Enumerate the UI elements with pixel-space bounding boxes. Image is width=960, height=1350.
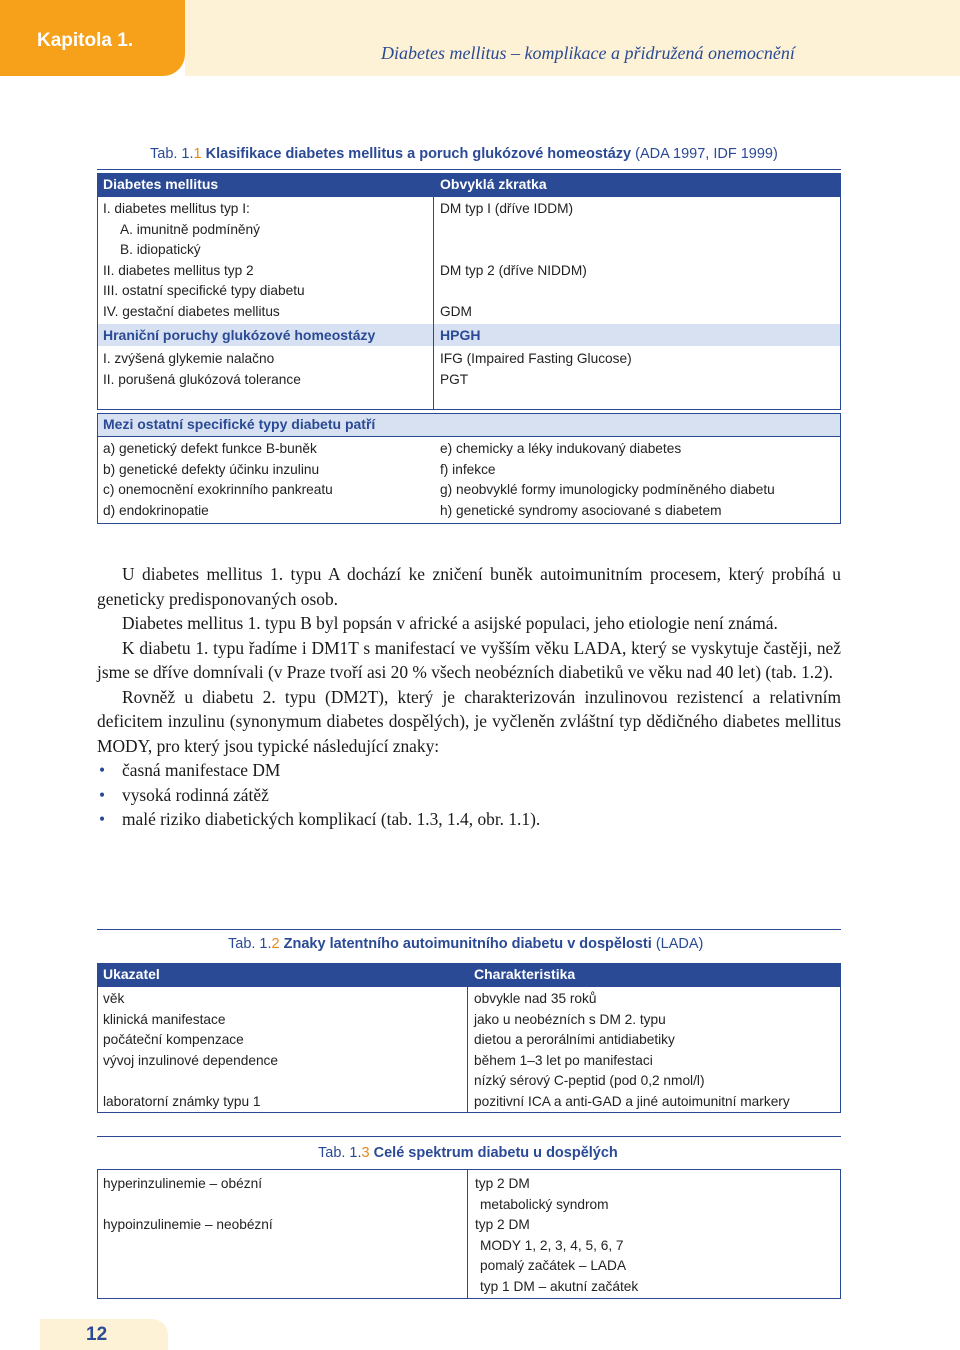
dm-abbrev xyxy=(440,240,587,261)
table2-top-rule xyxy=(97,929,841,930)
table2-left-column xyxy=(103,989,278,1113)
spectrum-row: typ 1 DM – akutní začátek xyxy=(480,1278,639,1294)
indicator-row: laboratorní známky typu 1 xyxy=(103,1093,261,1109)
table1-borderline-right xyxy=(440,349,632,390)
dm-row: IV. gestační diabetes mellitus xyxy=(103,303,280,319)
spectrum-row: typ 2 DM xyxy=(475,1176,530,1191)
table3-column-divider xyxy=(467,1169,468,1299)
table3-left-top: hyperinzulinemie – obézní xyxy=(103,1176,263,1191)
borderline-abbrev: IFG (Impaired Fasting Glucose) xyxy=(440,351,632,366)
caption-title: Klasifikace diabetes mellitus a poruch glukózové homeostázy xyxy=(205,146,632,162)
borderline-row: II. porušená glukózová tolerance xyxy=(103,371,301,387)
dm-abbrev xyxy=(440,220,587,241)
borderline-head-right: HPGH xyxy=(440,327,481,343)
bullet-mark: • xyxy=(99,784,106,805)
table2-head-right: Charakteristika xyxy=(474,966,576,982)
spectrum-row: metabolický syndrom xyxy=(480,1196,609,1212)
table1-header-row xyxy=(97,173,841,196)
dm-row: A. imunitně podmíněný xyxy=(120,221,260,237)
characteristic-row: obvykle nad 35 roků xyxy=(474,991,597,1006)
paragraph: U diabetes mellitus 1. typu A dochází ke zničení buněk autoimunitním procesem, který probíhá u geneticky predisponovaných osob. xyxy=(97,564,841,609)
dm-abbrev: DM typ 2 (dříve NIDDM) xyxy=(440,262,587,278)
body-text xyxy=(97,562,841,832)
other-type-row: g) neobvyklé formy imunologicky podmíněného diabetu xyxy=(440,482,775,498)
table2-column-divider xyxy=(467,986,468,1113)
indicator-row: počáteční kompenzace xyxy=(103,1032,244,1048)
other-right-column xyxy=(440,439,775,521)
characteristic-row: jako u neobézních s DM 2. typu xyxy=(474,1011,666,1027)
characteristic-row: pozitivní ICA a anti-GAD a jiné autoimunitní markery xyxy=(474,1093,790,1109)
table2-head-left: Ukazatel xyxy=(103,966,160,982)
caption-title: Celé spektrum diabetu u dospělých xyxy=(373,1145,618,1161)
other-type-row: h) genetické syndromy asociované s diabetem xyxy=(440,502,722,518)
table1-dm-right-column xyxy=(440,199,587,323)
list-item-text: malé riziko diabetických komplikací (tab. 1.3, 1.4, obr. 1.1). xyxy=(122,809,541,829)
borderline-row: I. zvýšená glykemie nalačno xyxy=(103,351,275,366)
caption-prefix: Tab. 1. xyxy=(228,936,272,952)
page-number: 12 xyxy=(86,1324,108,1345)
dm-abbrev: GDM xyxy=(440,303,472,319)
table3-top-rule xyxy=(97,1136,841,1137)
header-band xyxy=(185,0,960,76)
table3-left-bottom: hypoinzulinemie – neobézní xyxy=(103,1217,273,1232)
caption-prefix: Tab. 1. xyxy=(318,1145,362,1161)
spectrum-row: typ 2 DM xyxy=(475,1217,530,1233)
borderline-head-left: Hraniční poruchy glukózové homeostázy xyxy=(103,327,376,343)
other-type-row: e) chemicky a léky indukovaný diabetes xyxy=(440,441,682,456)
table2-caption xyxy=(228,936,703,952)
other-head-rule xyxy=(97,436,841,437)
bullet-mark: • xyxy=(99,760,106,780)
characteristic-row: během 1–3 let po manifestaci xyxy=(474,1052,653,1068)
spectrum-row: pomalý začátek – LADA xyxy=(480,1258,627,1274)
dm-row: III. ostatní specifické typy diabetu xyxy=(103,283,305,299)
chapter-label: Kapitola 1. xyxy=(37,30,134,51)
list-item-text: časná manifestace DM xyxy=(122,760,281,780)
paragraph: K diabetu 1. typu řadíme i DM1T s manifestací ve vyšším věku LADA, který se vyskytuje častěji, než jsme se dříve domnívali (v Praze tvoří asi 20 % všech neobézních diabetiků ve věku nad 40 let) (tab. 1.2). xyxy=(97,637,841,682)
characteristic-row: nízký sérový C-peptid (pod 0,2 nmol/l) xyxy=(474,1073,705,1089)
caption-number: 2 xyxy=(271,936,280,952)
caption-number: 1 xyxy=(193,146,202,162)
table1-head-right: Obvyklá zkratka xyxy=(440,176,547,192)
table1-top-rule xyxy=(97,169,841,170)
dm-abbrev: DM typ I (dříve IDDM) xyxy=(440,201,574,216)
list-item xyxy=(97,783,841,808)
other-type-row: b) genetické defekty účinku inzulinu xyxy=(103,461,320,477)
running-title: Diabetes mellitus – komplikace a přidružená onemocnění xyxy=(381,43,795,63)
caption-number: 3 xyxy=(361,1145,370,1161)
dm-row: II. diabetes mellitus typ 2 xyxy=(103,262,254,278)
dm-row: I. diabetes mellitus typ I: xyxy=(103,201,250,216)
dm-abbrev xyxy=(440,281,587,302)
spectrum-row: MODY 1, 2, 3, 4, 5, 6, 7 xyxy=(480,1237,624,1253)
table2-right-column xyxy=(474,989,790,1113)
caption-title: Znaky latentního autoimunitního diabetu v dospělosti xyxy=(283,936,652,952)
table1-caption xyxy=(150,146,778,162)
other-types-heading: Mezi ostatní specifické typy diabetu patří xyxy=(103,416,376,432)
indicator-row: klinická manifestace xyxy=(103,1011,226,1027)
indicator-row: vývoj inzulinové dependence xyxy=(103,1052,279,1068)
table1-head-left: Diabetes mellitus xyxy=(103,176,219,192)
caption-source: (LADA) xyxy=(655,936,704,952)
indicator-row: věk xyxy=(103,991,125,1006)
paragraph: Diabetes mellitus 1. typu B byl popsán v africké a asijské populaci, jeho etiologie není známá. xyxy=(122,613,778,633)
characteristic-row: dietou a perorálními antidiabetiky xyxy=(474,1032,675,1048)
indicator-row xyxy=(103,1071,278,1092)
other-type-row: f) infekce xyxy=(440,461,496,477)
caption-source: (ADA 1997, IDF 1999) xyxy=(635,146,778,162)
paragraph: Rovněž u diabetu 2. typu (DM2T), který je charakterizován inzulinovou rezistencí a relativním deficitem inzulinu (synonymum diabetes dospělých), je vyčleněn zvláštní typ dědičného diabetes mellitus MODY, pro který jsou typické následující znaky: xyxy=(97,686,841,756)
other-type-row: c) onemocnění exokrinního pankreatu xyxy=(103,482,333,498)
caption-prefix: Tab. 1. xyxy=(150,146,194,162)
bullet-mark: • xyxy=(99,809,106,829)
table3-right-column xyxy=(475,1174,638,1298)
other-left-column xyxy=(103,439,333,521)
table3-caption xyxy=(318,1145,618,1161)
borderline-abbrev: PGT xyxy=(440,371,469,387)
table1-borderline-subheader xyxy=(97,324,841,347)
table1-borderline-left xyxy=(103,349,301,390)
table2-header-row xyxy=(97,963,841,986)
table1-dm-left-column xyxy=(103,199,305,323)
mody-features-list xyxy=(97,758,841,832)
list-item-text: vysoká rodinná zátěž xyxy=(122,784,269,805)
other-type-row: a) genetický defekt funkce B-buněk xyxy=(103,441,317,456)
other-type-row: d) endokrinopatie xyxy=(103,502,209,518)
dm-row: B. idiopatický xyxy=(120,242,201,258)
list-item xyxy=(97,758,841,783)
list-item xyxy=(97,807,841,832)
table1-column-divider xyxy=(433,196,434,410)
